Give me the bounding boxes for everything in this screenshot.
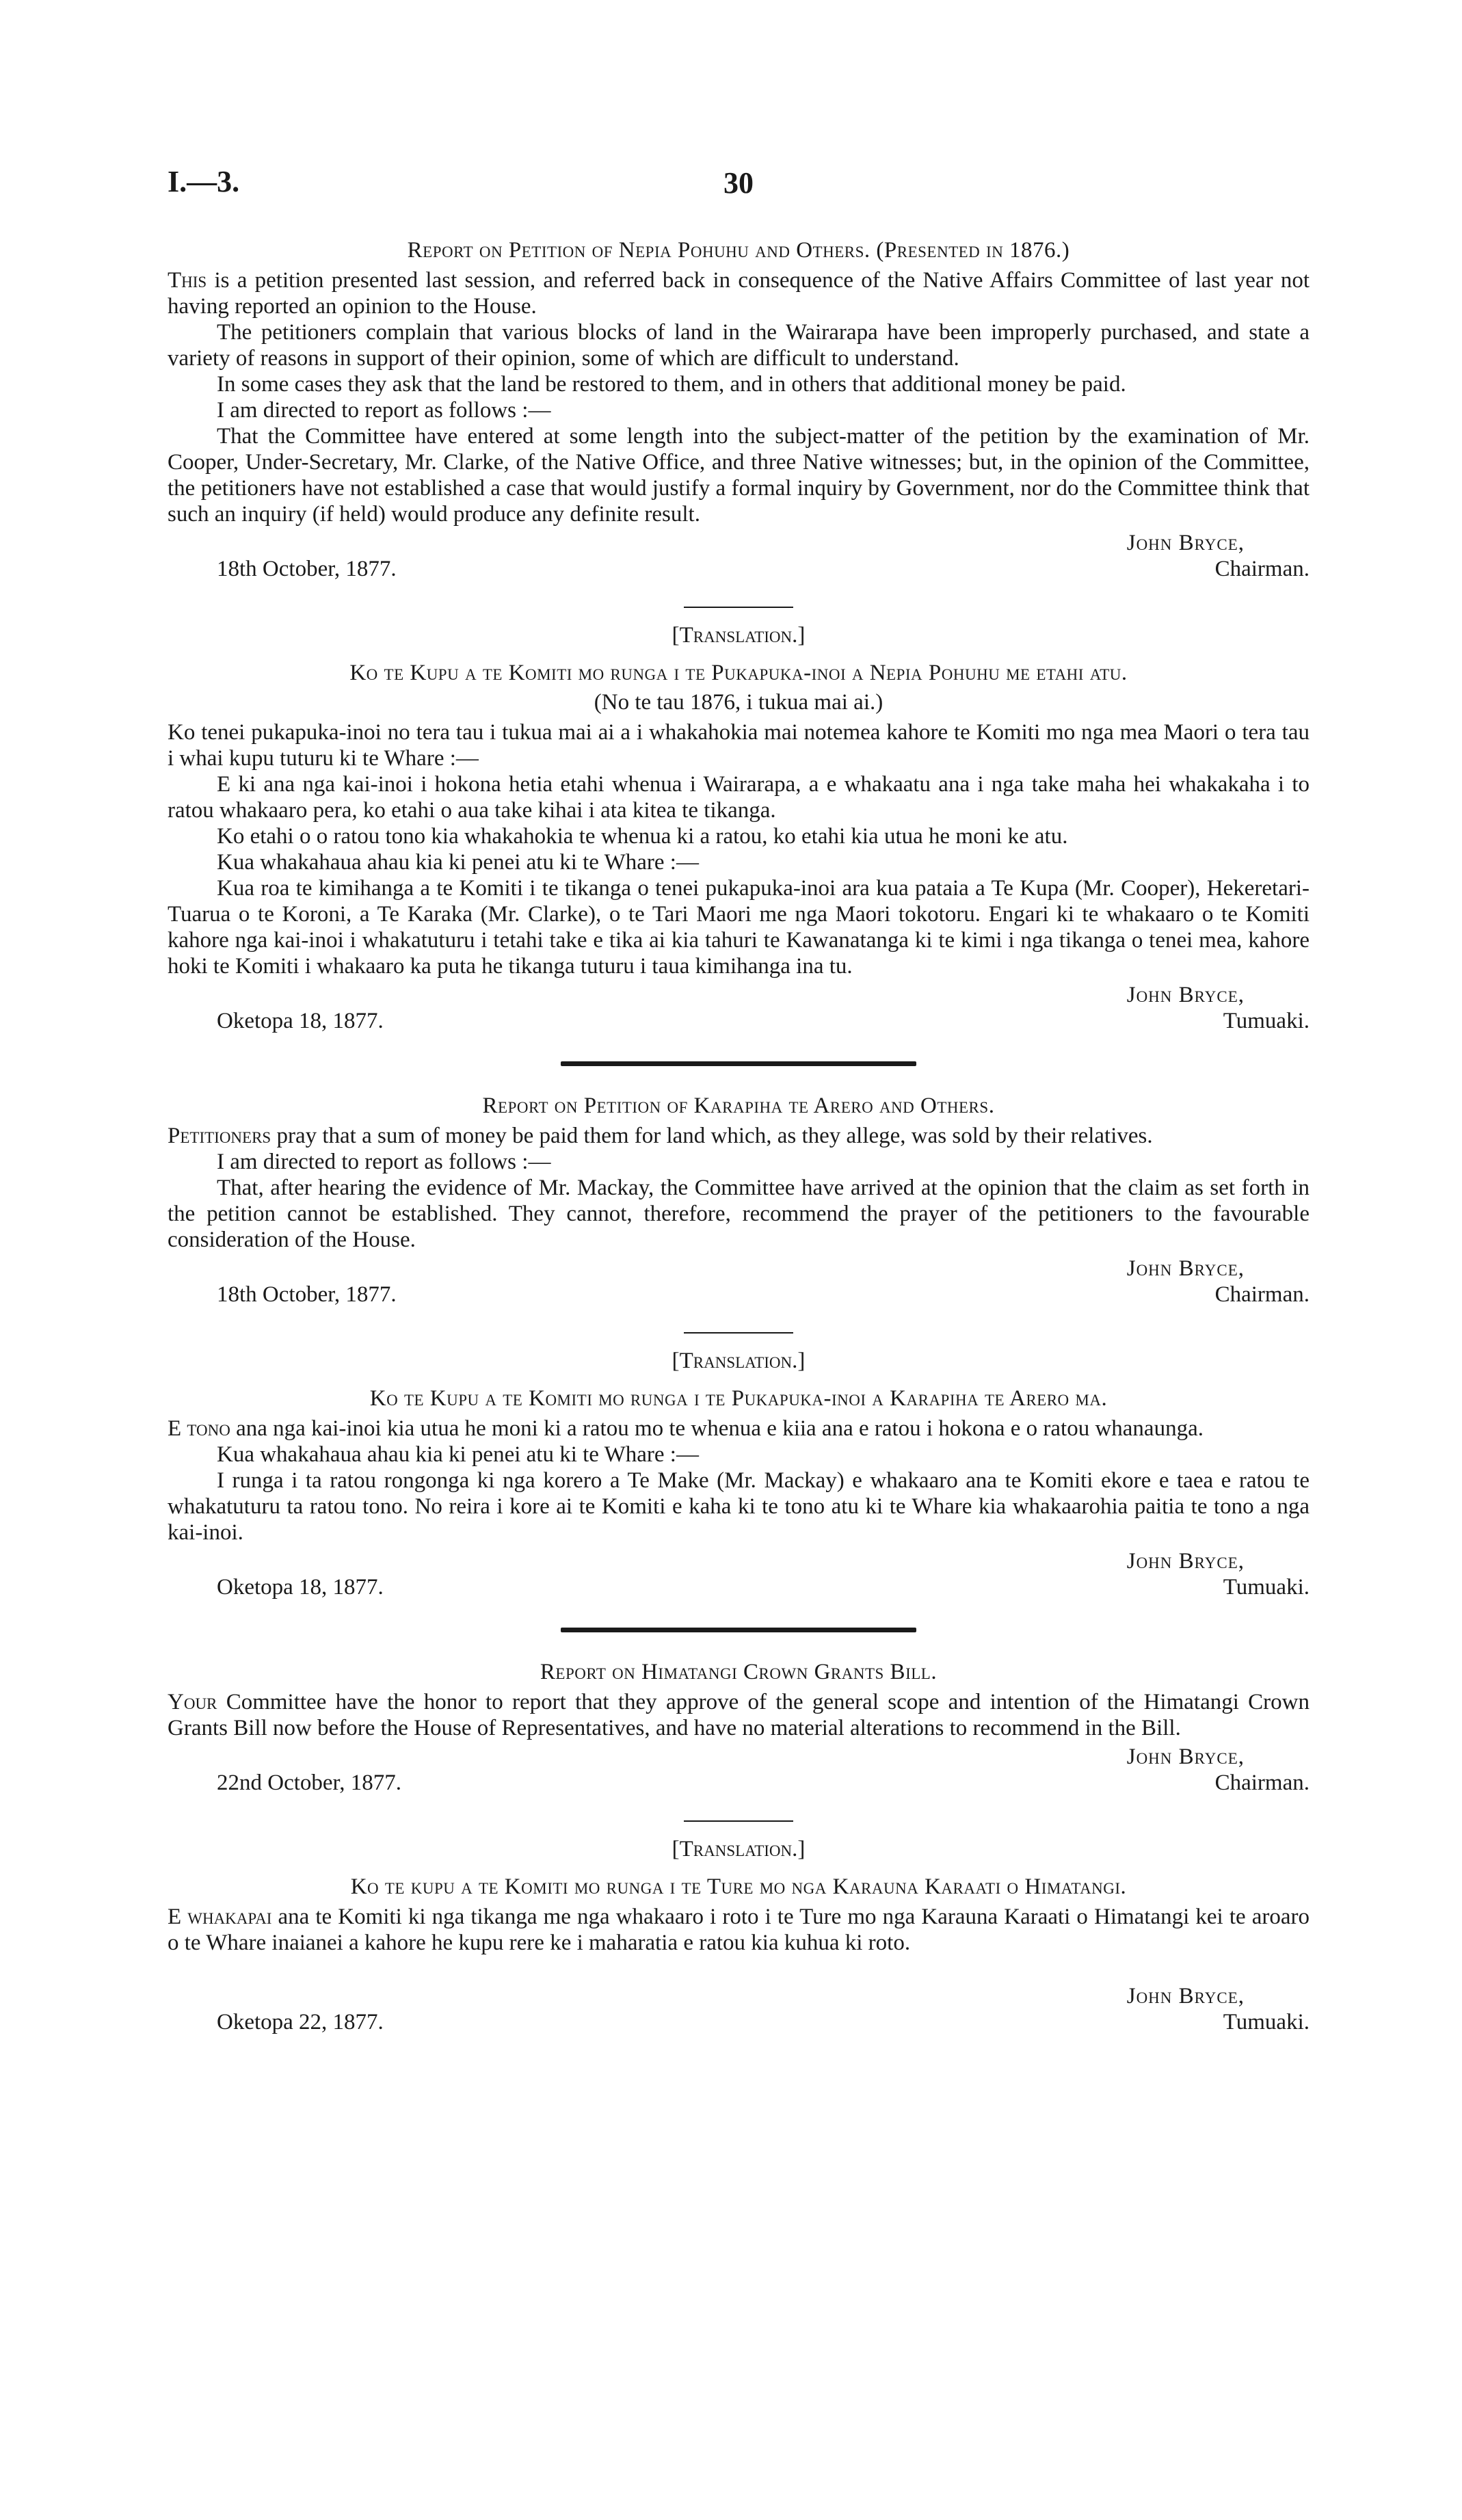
signatory-role: Tumuaki. [1223,1009,1310,1033]
translation-label: [Translation.] [672,1349,806,1373]
paragraph [168,397,1310,423]
paragraph-text: That the Committee have entered at some length into the subject-matter of the petition by the examination of Mr. Cooper, Under-Secretary, Mr. Clarke, of the Native Office, and three Native witnesses; but, in the opinion of the Committee, the petitioners have not established a case that would justify a formal inquiry by Government, nor do the Committee think that such an inquiry (if held) would produce any definite result. [168,424,1310,527]
paragraph-text: Committee have the honor to report that they approve of the general scope and intention of the Himatangi Crown Grants Bill now before the House of Representatives, and have no material alterations to recommend in the Bill. [168,1690,1310,1740]
paragraph [168,1904,1310,1956]
translation-label: [Translation.] [672,623,806,648]
paragraph-text: I am directed to report as follows :— [217,1150,551,1174]
section-title: Ko te Kupu a te Komiti mo runga i te Pukapuka-inoi a Nepia Pohuhu me etahi atu. [349,661,1128,685]
paragraph-lead: Petitioners [168,1124,271,1148]
report-separator [561,1061,916,1066]
section-divider [684,1332,793,1334]
paragraph-lead: This [168,268,207,293]
signature-block [168,1744,1310,1796]
signature-block [168,1256,1310,1308]
signature-date: 22nd October, 1877. [217,1770,401,1795]
section-title: Report on Petition of Karapiha te Arero and Others. [482,1093,995,1118]
paragraph [168,1175,1310,1253]
paragraph [168,875,1310,979]
section-title: Report on Himatangi Crown Grants Bill. [540,1660,938,1684]
paragraph [168,1442,1310,1468]
paragraph-text: Kua roa te kimihanga a te Komiti i te tikanga o tenei pukapuka-inoi ara kua pataia a Te Kupa (Mr. Cooper), Hekeretari-Tuarua o te Koroni, a Te Karaka (Mr. Clarke), o te Tari Maori me nga Maori tokotoru. Engari ki te whakaaro o te Komiti kahore nga kai-inoi i whakatuturu i tetahi take e tika ai kia tahuri te Kawanatanga ki te kimi i nga tikanga o tenei mea, kahore hoki te Komiti i whakaaro ka puta he tikanga tuturu i taua kimihanga ina tu. [168,876,1310,979]
translation-karapiha-te-arero [168,1349,1310,1600]
signatory-name: John Bryce, [1126,1256,1245,1281]
report-karapiha-te-arero [168,1093,1310,1308]
signature-block [168,1548,1310,1600]
paragraph-text: Kua whakahaua ahau kia ki penei atu ki te Whare :— [217,1442,699,1467]
signatory-name: John Bryce, [1126,983,1245,1007]
section-title: Report on Petition of Nepia Pohuhu and Others. (Presented in 1876.) [407,238,1070,263]
paragraph [168,771,1310,823]
report-separator [561,1628,916,1632]
translation-himatangi [168,1837,1310,2035]
section-subtitle: (No te tau 1876, i tukua mai ai.) [594,690,883,715]
report-nepia-pohuhu [168,238,1310,582]
paragraph-text: E ki ana nga kai-inoi i hokona hetia etahi whenua i Wairarapa, a e whakaatu ana i nga take maha hei whakakaha i to ratou whakaaro pera, ko etahi o aua take kihai i ata kitea te tikanga. [168,772,1310,823]
signature-date: 18th October, 1877. [217,1282,397,1307]
signature-block [168,1983,1310,2035]
signatory-name: John Bryce, [1126,1745,1245,1769]
signature-block [168,982,1310,1034]
signatory-name: John Bryce, [1126,1984,1245,2008]
section-title: Ko te kupu a te Komiti mo runga i te Ture mo nga Karauna Karaati o Himatangi. [350,1874,1127,1899]
paragraph-text: Ko tenei pukapuka-inoi no tera tau i tukua mai ai a i whakahokia mai notemea kahore te Komiti mo nga mea Maori o tera tau i whai kupu tuturu ki te Whare :— [168,720,1310,771]
paragraph [168,371,1310,397]
signature-date: 18th October, 1877. [217,557,397,581]
signature-date: Oketopa 18, 1877. [217,1575,384,1600]
paragraph [168,267,1310,319]
paragraph-text: In some cases they ask that the land be restored to them, and in others that additional money be paid. [217,372,1126,397]
paragraph [168,423,1310,527]
signatory-role: Tumuaki. [1223,2010,1310,2034]
signature-date: Oketopa 18, 1877. [217,1009,384,1033]
paragraph [168,849,1310,875]
document-page [168,0,1310,2035]
paragraph-text: I runga i ta ratou rongonga ki nga korero a Te Make (Mr. Mackay) e whakaaro ana te Komiti ekore e taea e ratou te whakatuturu ta ratou tono. No reira i kore ai te Komiti e kaha ki te tono atu ki te Whare kia whakaarohia paitia te tono a nga kai-inoi. [168,1468,1310,1545]
signatory-name: John Bryce, [1126,531,1245,555]
signatory-role: Chairman. [1214,1770,1310,1795]
section-divider [684,607,793,608]
translation-nepia-pohuhu [168,623,1310,1034]
paragraph [168,823,1310,849]
document-reference: I.—3. [168,165,240,198]
paragraph [168,319,1310,371]
page-header [168,0,1310,205]
paragraph-text: The petitioners complain that various blocks of land in the Wairarapa have been improperly purchased, and state a variety of reasons in support of their opinion, some of which are difficult to understand. [168,320,1310,371]
section-divider [684,1820,793,1822]
translation-label: [Translation.] [672,1837,806,1861]
page-number: 30 [723,166,754,200]
signature-date: Oketopa 22, 1877. [217,2010,384,2034]
paragraph-text: ana te Komiti ki nga tikanga me nga whakaaro i roto i te Ture mo nga Karauna Karaati o Himatangi kei te aroaro o te Whare inaianei a kahore he kupu rere ke i maharatia e ratou kia kuhua ki roto. [168,1905,1310,1955]
paragraph-text: pray that a sum of money be paid them for land which, as they allege, was sold by their relatives. [271,1124,1153,1148]
paragraph-text: Ko etahi o o ratou tono kia whakahokia te whenua ki a ratou, ko etahi kia utua he moni ke atu. [217,824,1068,849]
paragraph-text: That, after hearing the evidence of Mr. Mackay, the Committee have arrived at the opinion that the claim as set forth in the petition cannot be established. They cannot, therefore, recommend the prayer of the petitioners to the favourable consideration of the House. [168,1176,1310,1252]
paragraph [168,1416,1310,1442]
paragraph-text: I am directed to report as follows :— [217,398,551,423]
report-himatangi-crown-grants [168,1660,1310,1796]
paragraph-text: Kua whakahaua ahau kia ki penei atu ki te Whare :— [217,850,699,875]
signatory-role: Chairman. [1214,557,1310,581]
paragraph-lead: E whakapai [168,1905,272,1929]
signatory-name: John Bryce, [1126,1549,1245,1574]
section-title: Ko te Kupu a te Komiti mo runga i te Pukapuka-inoi a Karapiha te Arero ma. [369,1386,1108,1411]
paragraph-text: is a petition presented last session, and referred back in consequence of the Native Affairs Committee of last year not having reported an opinion to the House. [168,268,1310,319]
paragraph [168,719,1310,771]
signature-block [168,530,1310,582]
paragraph-lead: E tono [168,1416,230,1441]
signatory-role: Chairman. [1214,1282,1310,1307]
paragraph [168,1689,1310,1741]
signatory-role: Tumuaki. [1223,1575,1310,1600]
paragraph-text: ana nga kai-inoi kia utua he moni ki a ratou mo te whenua e kiia ana e ratou i hokona e o ratou whanaunga. [230,1416,1204,1441]
paragraph [168,1468,1310,1546]
paragraph [168,1149,1310,1175]
paragraph-lead: Your [168,1690,217,1714]
paragraph [168,1123,1310,1149]
